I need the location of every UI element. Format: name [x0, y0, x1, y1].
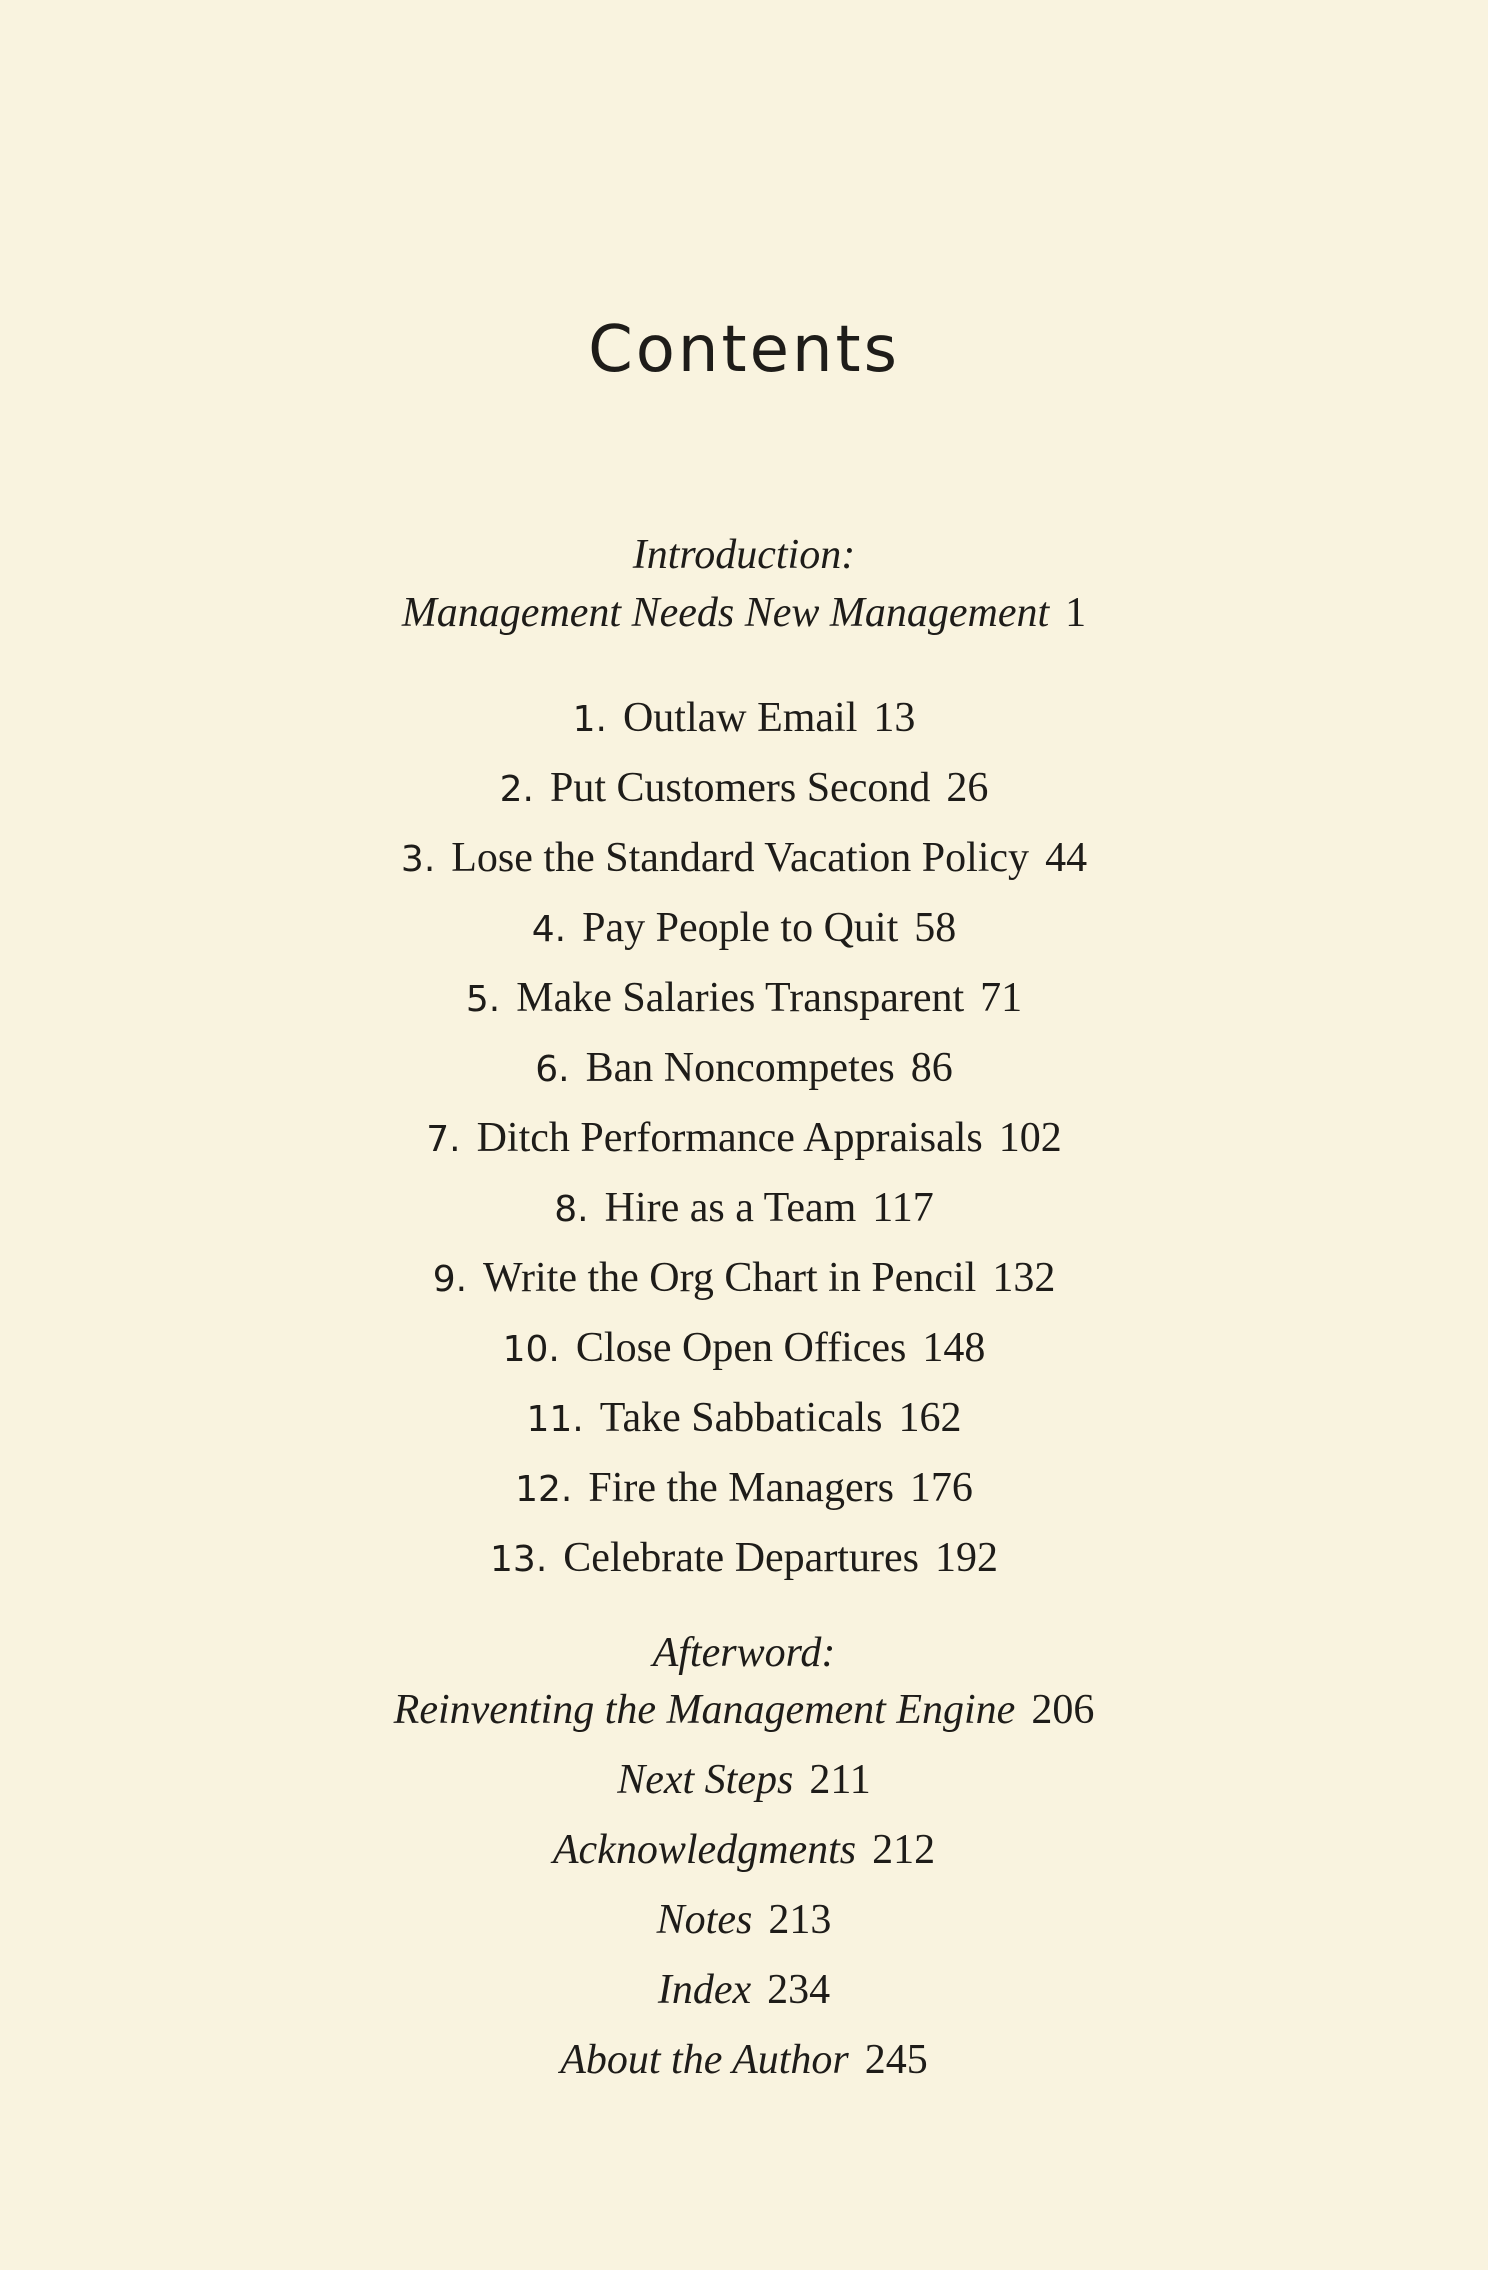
- page-number: 213: [768, 1897, 832, 1943]
- page-number: 71: [980, 975, 1023, 1021]
- introduction-heading: Introduction:: [632, 532, 856, 578]
- page-number: 148: [922, 1325, 986, 1371]
- chapter-number: 9.: [432, 1259, 468, 1300]
- entry-title: Outlaw Email: [622, 695, 858, 741]
- page-number: 234: [767, 1967, 831, 2013]
- page-number: 162: [898, 1395, 962, 1441]
- entry-title: Fire the Managers: [588, 1465, 894, 1511]
- entry-title: About the Author: [560, 2037, 849, 2083]
- toc-entry-chapter-5[interactable]: [0, 977, 1488, 1019]
- page-number: 132: [992, 1255, 1056, 1301]
- entry-title: Ditch Performance Appraisals: [476, 1115, 983, 1161]
- chapter-number: 8.: [554, 1189, 589, 1230]
- entry-title: Celebrate Departures: [563, 1535, 919, 1581]
- page-number: 206: [1031, 1687, 1095, 1733]
- page-number: 44: [1045, 835, 1088, 881]
- chapter-number: 3.: [400, 839, 436, 880]
- entry-title: Index: [657, 1967, 752, 2013]
- toc-entry-chapter-9[interactable]: [0, 1257, 1488, 1299]
- toc-entry-next-steps[interactable]: [0, 1759, 1488, 1801]
- chapter-number: 6.: [535, 1049, 570, 1090]
- entry-title: Close Open Offices: [575, 1325, 907, 1371]
- toc-entry-chapter-2[interactable]: [0, 767, 1488, 809]
- toc-entry-afterword[interactable]: [0, 1689, 1488, 1731]
- page-number: 192: [934, 1535, 998, 1581]
- entry-title: Hire as a Team: [604, 1185, 857, 1231]
- toc-entry-acknowledgments[interactable]: [0, 1829, 1488, 1871]
- entry-title: Ban Noncompetes: [585, 1045, 895, 1091]
- page-number: 176: [909, 1465, 973, 1511]
- entry-title: Take Sabbaticals: [599, 1395, 883, 1441]
- entry-title: Pay People to Quit: [582, 905, 899, 951]
- entry-title: Management Needs New Management: [401, 590, 1050, 636]
- chapter-number: 12.: [515, 1469, 573, 1510]
- chapter-number: 10.: [502, 1329, 560, 1370]
- entry-title: Write the Org Chart in Pencil: [483, 1255, 977, 1301]
- chapter-number: 11.: [526, 1399, 584, 1440]
- page-number: 245: [864, 2037, 928, 2083]
- toc-entry-chapter-11[interactable]: [0, 1397, 1488, 1439]
- toc-entry-chapter-8[interactable]: [0, 1187, 1488, 1229]
- page-number: 211: [809, 1757, 871, 1803]
- entry-title: Acknowledgments: [552, 1827, 857, 1873]
- toc-entry-chapter-3[interactable]: [0, 837, 1488, 879]
- toc-entry-index[interactable]: [0, 1969, 1488, 2011]
- afterword-heading: Afterword:: [652, 1630, 836, 1676]
- entry-title: Lose the Standard Vacation Policy: [451, 835, 1030, 881]
- page-number: 86: [910, 1045, 953, 1091]
- page-number: 13: [873, 695, 916, 741]
- toc-entry-about-the-author[interactable]: [0, 2039, 1488, 2081]
- toc-entry-chapter-1[interactable]: [0, 697, 1488, 739]
- entry-title: Notes: [656, 1897, 753, 1943]
- page-number: 102: [998, 1115, 1062, 1161]
- chapter-number: 13.: [490, 1539, 548, 1580]
- page-number: 1: [1065, 590, 1087, 636]
- toc-entry-chapter-10[interactable]: [0, 1327, 1488, 1369]
- page-number: 26: [946, 765, 989, 811]
- entry-title: Next Steps: [617, 1757, 794, 1803]
- page-title: Contents: [588, 313, 900, 387]
- toc-entry-chapter-4[interactable]: [0, 907, 1488, 949]
- toc-entry-chapter-12[interactable]: [0, 1467, 1488, 1509]
- chapter-number: 4.: [531, 909, 567, 950]
- page-number: 58: [914, 905, 957, 951]
- toc-entry-chapter-7[interactable]: [0, 1117, 1488, 1159]
- entry-title: Put Customers Second: [550, 765, 931, 811]
- entry-title: Reinventing the Management Engine: [393, 1687, 1016, 1733]
- chapter-number: 7.: [426, 1119, 461, 1160]
- chapter-number: 5.: [465, 979, 501, 1020]
- toc-entry-chapter-13[interactable]: [0, 1537, 1488, 1579]
- page-number: 117: [872, 1185, 934, 1231]
- toc-entry-chapter-6[interactable]: [0, 1047, 1488, 1089]
- toc-entry-notes[interactable]: [0, 1899, 1488, 1941]
- entry-title: Make Salaries Transparent: [516, 975, 965, 1021]
- chapter-number: 2.: [499, 769, 534, 810]
- page-number: 212: [872, 1827, 936, 1873]
- toc-entry-introduction[interactable]: [0, 592, 1488, 634]
- chapter-number: 1.: [572, 699, 607, 740]
